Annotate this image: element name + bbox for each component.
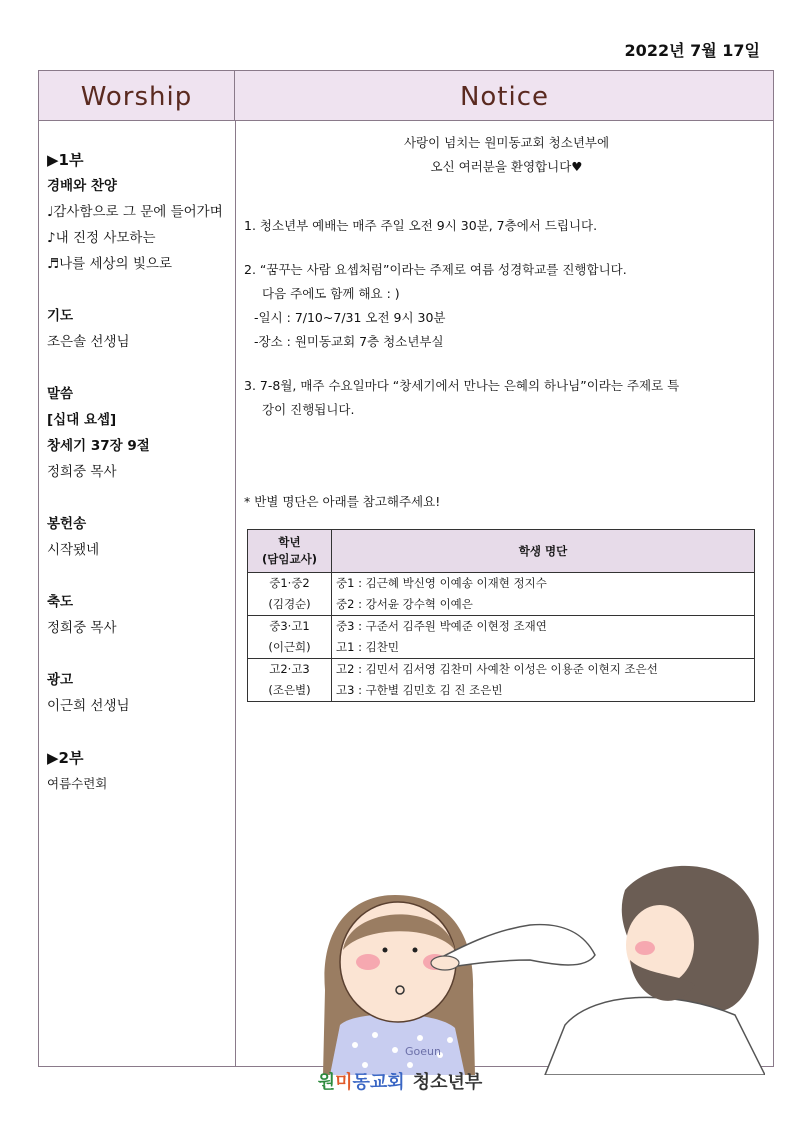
prayer-title: 기도 [47, 308, 74, 324]
offering-song: 시작됐네 [47, 542, 100, 558]
footer-brand-part4: 청소년부 [412, 1072, 483, 1093]
prayer-leader: 조은솔 선생님 [47, 334, 130, 350]
part1-label: ▶1부 [47, 151, 84, 169]
part2-label: ▶2부 [47, 749, 84, 767]
students-cell: 고2 : 김민서 김서영 김찬미 사예찬 이성은 이용준 이현지 조은선 [332, 659, 755, 681]
grade-header-line1: 학년 [278, 535, 301, 549]
students-cell: 고3 : 구한별 김민호 김 진 조은빈 [332, 680, 755, 702]
sermon-series: [십대 요셉] [47, 412, 117, 428]
notice-content [244, 131, 769, 514]
students-cell: 중3 : 구준서 김주원 박예준 이현정 조재연 [332, 616, 755, 638]
students-cell: 고1 : 김찬민 [332, 637, 755, 659]
song-3: ♬나를 세상의 빛으로 [47, 256, 173, 272]
grade-cell: 중3·고1 [248, 616, 332, 638]
offering-title: 봉헌송 [47, 516, 87, 532]
roster-note: * 반별 명단은 아래를 참고해주세요! [244, 494, 441, 509]
notice-item-2-date: -일시 : 7/10~7/31 오전 9시 30분 [254, 310, 446, 325]
notice-item-2-line2: 다음 주에도 함께 해요 : ) [262, 286, 400, 301]
man-body [545, 997, 765, 1075]
footer-brand-part3: 동교회 [352, 1072, 405, 1093]
grade-header [248, 530, 332, 573]
ads-block [47, 667, 233, 719]
table-row [248, 637, 755, 659]
table-row [248, 659, 755, 681]
grade-header-line2: (담임교사) [262, 552, 317, 566]
table-row [248, 594, 755, 616]
footer-brand-part2: 미 [335, 1072, 353, 1093]
students-cell: 중1 : 김근혜 박신영 이예송 이재현 정지수 [332, 573, 755, 595]
ads-title: 광고 [47, 672, 74, 688]
grade-cell: 중1·중2 [248, 573, 332, 595]
song-2: ♪내 진정 사모하는 [47, 230, 156, 246]
girl-eye [413, 948, 418, 953]
sermon-title: 말씀 [47, 386, 74, 402]
man-arm [440, 925, 595, 968]
students-header: 학생 명단 [332, 530, 755, 573]
table-row [248, 680, 755, 702]
notice-item-3-line2: 강이 진행됩니다. [262, 402, 355, 417]
worship-heading: Worship [39, 71, 235, 121]
teacher-cell: (이근희) [248, 637, 332, 659]
worship-part2 [47, 745, 233, 797]
notice-item-2: 2. “꿈꾸는 사람 요셉처럼”이라는 주제로 여름 성경학교를 진행합니다. [244, 262, 627, 277]
offering-block [47, 511, 233, 563]
blessing-block [47, 589, 233, 641]
teacher-cell: (조은별) [248, 680, 332, 702]
praise-title: 경배와 찬양 [47, 178, 117, 194]
sermon-passage: 창세기 37장 9절 [47, 438, 150, 454]
part2-desc: 여름수련회 [47, 776, 108, 791]
welcome-message [244, 131, 769, 179]
footer-brand-part1: 원 [317, 1072, 336, 1093]
blessing-title: 축도 [47, 594, 74, 610]
girl-dress [330, 1014, 465, 1075]
sermon-preacher: 정희중 목사 [47, 464, 117, 480]
song-1: ♩감사함으로 그 문에 들어가며 [47, 204, 223, 220]
footer-brand [0, 1068, 800, 1094]
welcome-line-1: 사랑이 넘치는 원미동교회 청소년부에 [403, 135, 610, 150]
students-cell: 중2 : 강서윤 강수혁 이예은 [332, 594, 755, 616]
column-divider [235, 121, 236, 1067]
notice-item-2-place: -장소 : 원미동교회 7층 청소년부실 [254, 334, 444, 349]
artist-signature: Goeun [405, 1045, 441, 1058]
blessing-by: 정희중 목사 [47, 620, 117, 636]
table-row [248, 573, 755, 595]
man-cheek [635, 941, 655, 955]
header-row [39, 71, 773, 121]
illustration [295, 850, 765, 1075]
grade-cell: 고2·고3 [248, 659, 332, 681]
sermon-block [47, 381, 233, 485]
class-roster-table [247, 529, 755, 702]
girl-cheek [356, 954, 380, 970]
bulletin-date: 2022년 7월 17일 [624, 41, 760, 60]
teacher-cell: (김경순) [248, 594, 332, 616]
ads-by: 이근희 선생님 [47, 698, 130, 714]
roster-header [248, 530, 755, 573]
prayer-block [47, 303, 233, 355]
man-hand [431, 956, 459, 970]
worship-order [47, 147, 233, 823]
notice-item-1: 1. 청소년부 예배는 매주 주일 오전 9시 30분, 7층에서 드립니다. [244, 218, 598, 233]
worship-part1 [47, 147, 233, 277]
notice-item-3: 3. 7-8월, 매주 수요일마다 “창세기에서 만나는 은혜의 하나님”이라는 주제로 특 [244, 378, 680, 393]
girl-eye [383, 948, 388, 953]
notice-heading: Notice [459, 82, 550, 112]
welcome-line-2: 오신 여러분을 환영합니다♥ [430, 159, 583, 174]
table-row [248, 616, 755, 638]
